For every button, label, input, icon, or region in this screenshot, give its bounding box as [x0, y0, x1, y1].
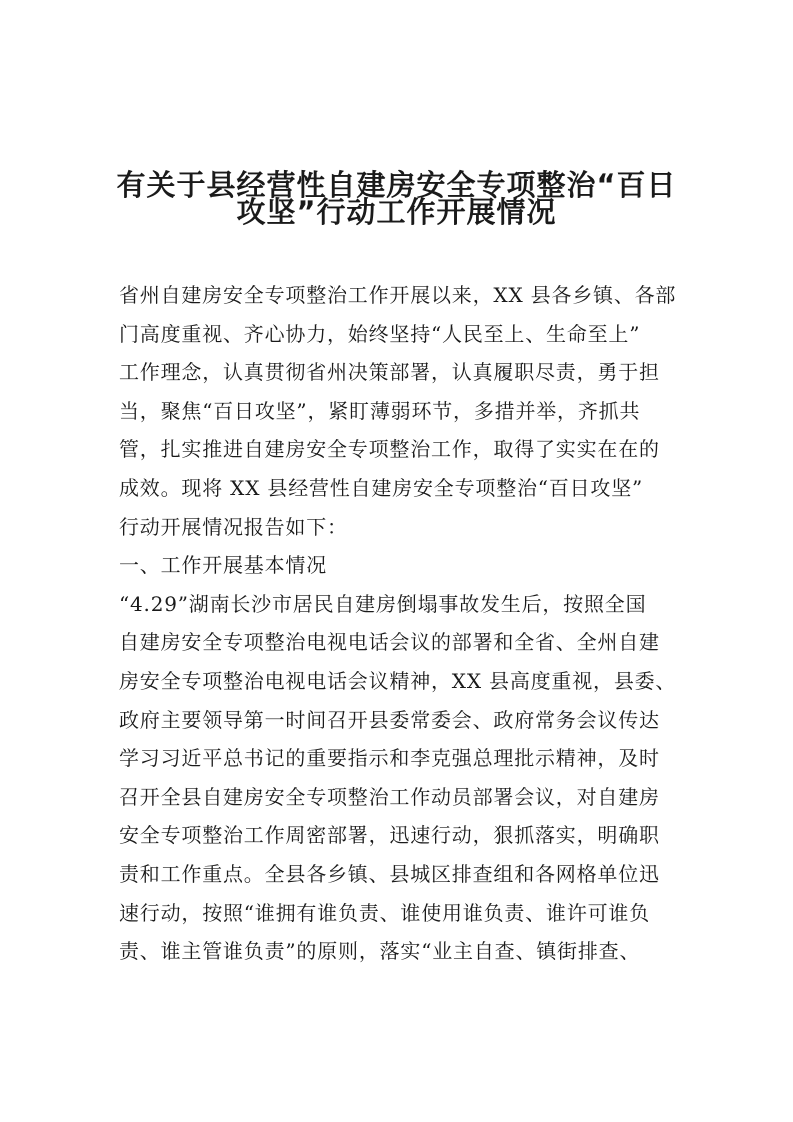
body-line: “4.29”湖南长沙市居民自建房倒塌事故发生后，按照全国 [119, 591, 647, 616]
body-line: 房安全专项整治电视电话会议精神，XX 县高度重视，县委、 [119, 668, 677, 693]
body-line: 管，扎实推进自建房安全专项整治工作，取得了实实在在的 [119, 437, 660, 462]
document-title-line-2: 攻坚”行动工作开展情况 [236, 195, 557, 229]
body-line: 责、谁主管谁负责”的原则，落实“业主自查、镇街排查、 [119, 939, 641, 964]
body-line: 工作理念，认真贯彻省州决策部署，认真履职尽责，勇于担 [119, 360, 660, 385]
document-title-line-1: 有关于县经营性自建房安全专项整治“百日 [116, 168, 677, 202]
body-line: 学习习近平总书记的重要指示和李克强总理批示精神，及时 [119, 746, 660, 771]
body-line: 省州自建房安全专项整治工作开展以来，XX 县各乡镇、各部 [119, 283, 677, 307]
body-line: 责和工作重点。全县各乡镇、县城区排查组和各网格单位迅 [119, 861, 660, 886]
body-line: 自建房安全专项整治电视电话会议的部署和全省、全州自建 [119, 630, 660, 655]
body-line: 行动开展情况报告如下： [119, 514, 348, 539]
body-line: 政府主要领导第一时间召开县委常委会、政府常务会议传达 [119, 707, 660, 732]
body-line: 安全专项整治工作周密部署，迅速行动，狠抓落实，明确职 [119, 823, 660, 848]
section-heading: 一、工作开展基本情况 [119, 553, 327, 578]
document-body [119, 276, 679, 971]
body-line: 召开全县自建房安全专项整治工作动员部署会议，对自建房 [119, 784, 660, 809]
body-line: 成效。现将 XX 县经营性自建房安全专项整治“百日攻坚” [119, 475, 644, 500]
body-line: 当，聚焦“百日攻坚”，紧盯薄弱环节，多措并举，齐抓共 [119, 398, 641, 423]
body-line: 速行动，按照“谁拥有谁负责、谁使用谁负责、谁许可谁负 [119, 900, 651, 925]
body-line: 门高度重视、齐心协力，始终坚持“人民至上、生命至上” [119, 321, 641, 346]
